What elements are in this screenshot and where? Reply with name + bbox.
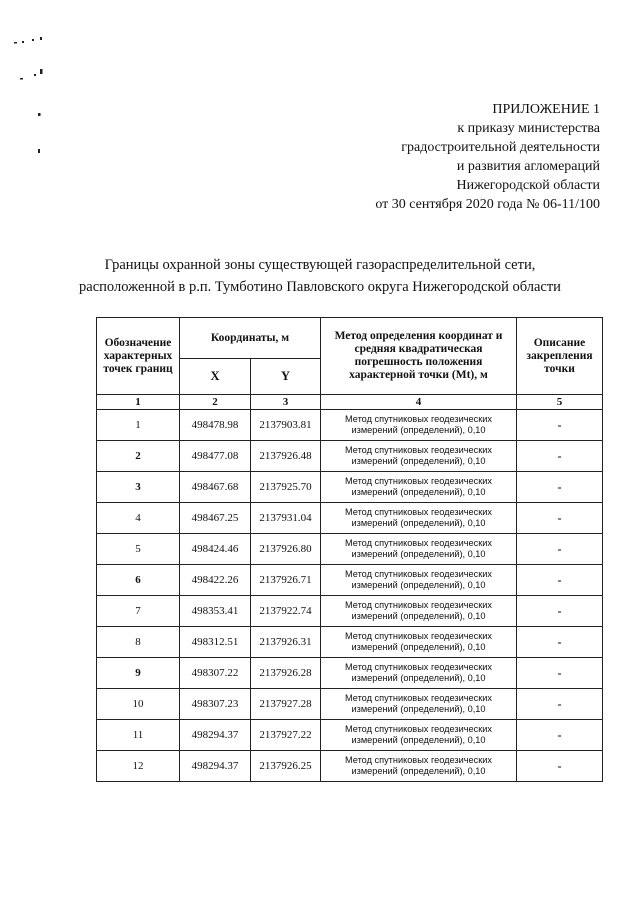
method-line-2: измерений (определений), 0,10	[351, 704, 486, 714]
header-y: Y	[251, 359, 321, 395]
header-x: X	[180, 359, 251, 395]
method-line-2: измерений (определений), 0,10	[351, 425, 486, 435]
point-id: 12	[97, 751, 180, 782]
method-cell	[321, 441, 517, 472]
point-id: 7	[97, 596, 180, 627]
table-row	[97, 410, 603, 441]
description-cell: -	[517, 751, 603, 782]
coord-y: 2137927.22	[251, 720, 321, 751]
coord-x: 498467.25	[180, 503, 251, 534]
coord-y: 2137926.31	[251, 627, 321, 658]
method-line-1: Метод спутниковых геодезических	[345, 414, 492, 424]
document-title-line-1: Границы охранной зоны существующей газораспределительной сети,	[104, 257, 536, 273]
table-row	[97, 627, 603, 658]
scan-marks	[0, 0, 70, 180]
description-cell: -	[517, 441, 603, 472]
description-cell: -	[517, 565, 603, 596]
method-line-1: Метод спутниковых геодезических	[345, 538, 492, 548]
point-id: 11	[97, 720, 180, 751]
coordinates-table	[96, 317, 603, 782]
method-line-1: Метод спутниковых геодезических	[345, 600, 492, 610]
method-cell	[321, 472, 517, 503]
method-line-1: Метод спутниковых геодезических	[345, 693, 492, 703]
column-number: 1	[97, 395, 180, 410]
method-line-1: Метод спутниковых геодезических	[345, 755, 492, 765]
table-row	[97, 658, 603, 689]
table-row	[97, 441, 603, 472]
method-line-1: Метод спутниковых геодезических	[345, 507, 492, 517]
point-id: 1	[97, 410, 180, 441]
method-line-2: измерений (определений), 0,10	[351, 642, 486, 652]
method-line-2: измерений (определений), 0,10	[351, 518, 486, 528]
appendix-line: Нижегородской области	[456, 178, 600, 193]
coord-x: 498478.98	[180, 410, 251, 441]
method-line-1: Метод спутниковых геодезических	[345, 724, 492, 734]
method-line-1: Метод спутниковых геодезических	[345, 476, 492, 486]
column-number: 3	[251, 395, 321, 410]
table-row	[97, 751, 603, 782]
appendix-order-date: от 30 сентября 2020 года № 06-11/100	[375, 197, 600, 212]
table-row	[97, 720, 603, 751]
coord-y: 2137903.81	[251, 410, 321, 441]
table-row	[97, 472, 603, 503]
method-line-1: Метод спутниковых геодезических	[345, 445, 492, 455]
method-cell	[321, 534, 517, 565]
table-row	[97, 503, 603, 534]
coord-y: 2137926.71	[251, 565, 321, 596]
method-line-2: измерений (определений), 0,10	[351, 735, 486, 745]
coord-x: 498307.22	[180, 658, 251, 689]
method-line-2: измерений (определений), 0,10	[351, 611, 486, 621]
method-line-2: измерений (определений), 0,10	[351, 549, 486, 559]
appendix-header	[280, 100, 600, 214]
method-line-2: измерений (определений), 0,10	[351, 456, 486, 466]
description-cell: -	[517, 658, 603, 689]
header-point: Обозначение характерных точек границ	[97, 318, 180, 395]
appendix-line: к приказу министерства	[457, 121, 600, 136]
method-line-1: Метод спутниковых геодезических	[345, 569, 492, 579]
coord-x: 498467.68	[180, 472, 251, 503]
method-cell	[321, 410, 517, 441]
column-number: 2	[180, 395, 251, 410]
document-title-line-2: расположенной в р.п. Тумботино Павловского округа Нижегородской области	[79, 279, 561, 295]
point-id: 2	[97, 441, 180, 472]
method-line-2: измерений (определений), 0,10	[351, 673, 486, 683]
appendix-line: градостроительной деятельности	[401, 140, 600, 155]
point-id: 4	[97, 503, 180, 534]
description-cell: -	[517, 503, 603, 534]
point-id: 10	[97, 689, 180, 720]
coord-y: 2137926.25	[251, 751, 321, 782]
description-cell: -	[517, 534, 603, 565]
coord-x: 498424.46	[180, 534, 251, 565]
method-line-2: измерений (определений), 0,10	[351, 580, 486, 590]
coord-x: 498477.08	[180, 441, 251, 472]
coord-x: 498422.26	[180, 565, 251, 596]
method-line-1: Метод спутниковых геодезических	[345, 662, 492, 672]
header-coords: Координаты, м	[180, 318, 321, 359]
coord-y: 2137922.74	[251, 596, 321, 627]
description-cell: -	[517, 472, 603, 503]
method-line-2: измерений (определений), 0,10	[351, 487, 486, 497]
description-cell: -	[517, 689, 603, 720]
description-cell: -	[517, 627, 603, 658]
table-row	[97, 689, 603, 720]
method-cell	[321, 658, 517, 689]
coord-y: 2137931.04	[251, 503, 321, 534]
appendix-line: и развития агломераций	[456, 159, 600, 174]
table-row	[97, 534, 603, 565]
point-id: 3	[97, 472, 180, 503]
coord-y: 2137927.28	[251, 689, 321, 720]
column-number: 5	[517, 395, 603, 410]
description-cell: -	[517, 596, 603, 627]
coord-x: 498294.37	[180, 720, 251, 751]
method-line-2: измерений (определений), 0,10	[351, 766, 486, 776]
coord-y: 2137926.48	[251, 441, 321, 472]
method-cell	[321, 689, 517, 720]
coord-y: 2137926.28	[251, 658, 321, 689]
description-cell: -	[517, 410, 603, 441]
method-cell	[321, 596, 517, 627]
header-description: Описание закрепления точки	[517, 318, 603, 395]
column-number: 4	[321, 395, 517, 410]
table-row	[97, 596, 603, 627]
coord-x: 498353.41	[180, 596, 251, 627]
method-line-1: Метод спутниковых геодезических	[345, 631, 492, 641]
method-cell	[321, 751, 517, 782]
coord-y: 2137925.70	[251, 472, 321, 503]
description-cell: -	[517, 720, 603, 751]
coord-x: 498312.51	[180, 627, 251, 658]
point-id: 5	[97, 534, 180, 565]
column-number-row	[97, 395, 603, 410]
point-id: 8	[97, 627, 180, 658]
appendix-title: ПРИЛОЖЕНИЕ 1	[492, 102, 600, 117]
coord-x: 498307.23	[180, 689, 251, 720]
method-cell	[321, 565, 517, 596]
coord-x: 498294.37	[180, 751, 251, 782]
coord-y: 2137926.80	[251, 534, 321, 565]
table-row	[97, 565, 603, 596]
header-method: Метод определения координат и средняя квадратическая погрешность положения характерной точки (Mt), м	[321, 318, 517, 395]
method-cell	[321, 627, 517, 658]
method-cell	[321, 503, 517, 534]
point-id: 9	[97, 658, 180, 689]
point-id: 6	[97, 565, 180, 596]
method-cell	[321, 720, 517, 751]
